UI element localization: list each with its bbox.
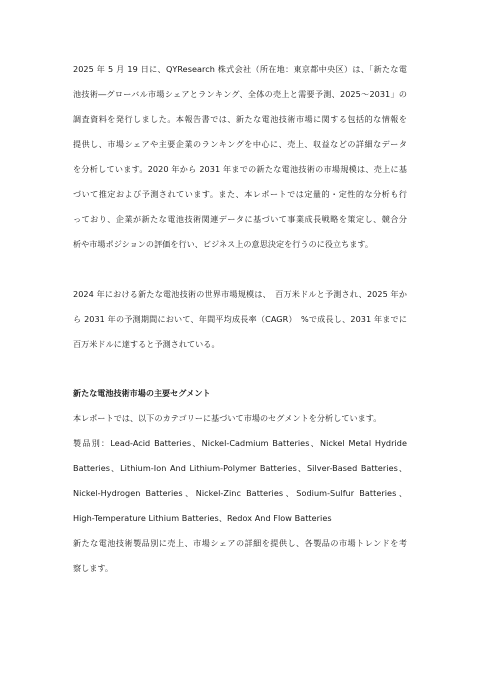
segment-intro-line: 本レポートでは、以下のカテゴリーに基づいて市場のセグメントを分析しています。 (73, 413, 382, 423)
document-page (73, 57, 407, 581)
market-size-line: ら 2031 年の予測期間において、年間平均成長率（CAGR） %で成長し、2031 年までに (73, 314, 407, 324)
section-heading: 新たな電池技術市場の主要セグメント (73, 388, 211, 398)
market-size-line: 百万米ドルに達すると予測されている。 (73, 339, 220, 349)
intro-paragraph (73, 57, 407, 257)
intro-line: 析や市場ポジションの評価を行い、ビジネス上の意思決定を行うのに役立ちます。 (73, 239, 374, 249)
product-line: Nickel-Hydrogen Batteries、Nickel-Zinc Batteries、Sodium-Sulfur Batteries、 (73, 488, 407, 498)
market-size-paragraph (73, 282, 407, 357)
intro-line: 提供し、市場シェアや主要企業のランキングを中心に、売上、収益などの詳細なデータ (73, 139, 407, 149)
product-segment-paragraph (73, 431, 407, 531)
closing-paragraph (73, 531, 407, 581)
product-line: High-Temperature Lithium Batteries、Redox And Flow Batteries (73, 513, 332, 523)
intro-line: 2025 年 5 月 19 日に、QYResearch 株式会社（所在地：東京都中央区）は、「新たな電 (73, 64, 407, 74)
intro-line: づいて推定および予測されています。また、本レポートでは定量的・定性的な分析も行 (73, 189, 407, 199)
closing-line: 新たな電池技術製品別に売上、市場シェアの詳細を提供し、各製品の市場トレンドを考 (73, 538, 407, 548)
closing-line: 察します。 (73, 563, 114, 573)
intro-line: を分析しています。2020 年から 2031 年までの新たな電池技術の市場規模は、売上に基 (73, 164, 407, 174)
intro-line: 調査資料を発行しました。本報告書では、新たな電池技術市場に関する包括的な情報を (73, 114, 407, 124)
intro-line: 池技術―グローバル市場シェアとランキング、全体の売上と需要予測、2025〜2031」の (73, 89, 407, 99)
segment-intro-paragraph (73, 406, 407, 431)
product-line: 製品別：Lead-Acid Batteries、Nickel-Cadmium Batteries、Nickel Metal Hydride (73, 438, 407, 448)
market-size-line: 2024 年における新たな電池技術の世界市場規模は、 百万米ドルと予測され、2025 年か (73, 289, 407, 299)
product-line: Batteries、Lithium-Ion And Lithium-Polymer Batteries、Silver-Based Batteries、 (73, 463, 407, 473)
intro-line: っており、企業が新たな電池技術関連データに基づいて事業成長戦略を策定し、競合分 (73, 214, 407, 224)
